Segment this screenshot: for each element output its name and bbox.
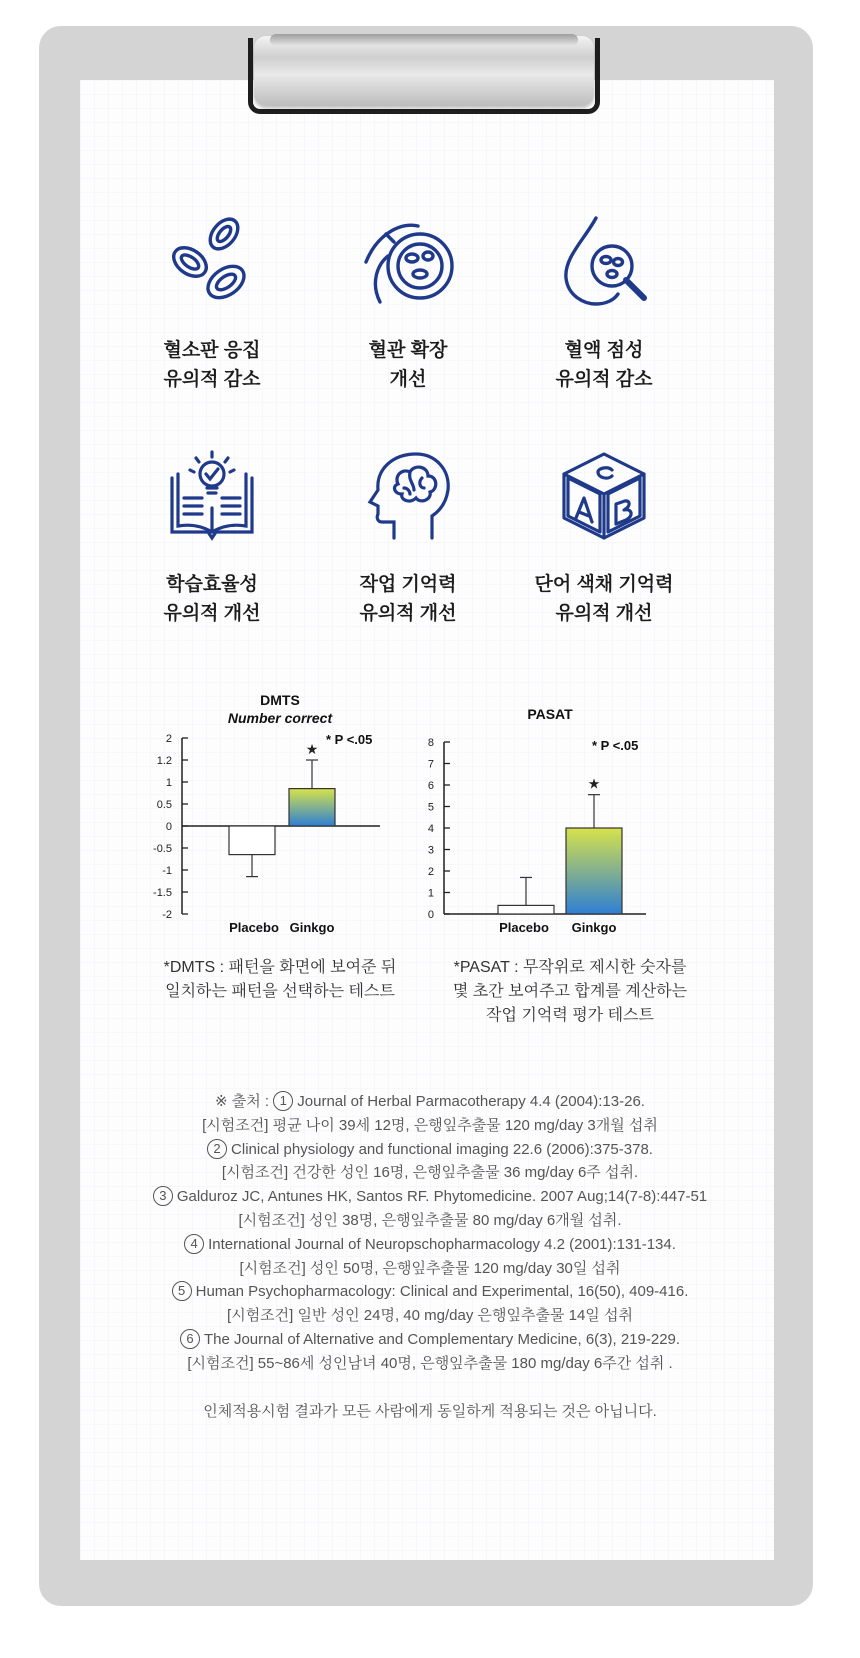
dmts-chart-subtitle: Number correct	[227, 710, 333, 726]
benefit-label-line2: 유의적 감소	[555, 369, 653, 390]
source-text: International Journal of Neuropschopharmacology 4.2 (2001):131-134.	[208, 1235, 676, 1253]
blood-drop-magnifier-icon	[554, 212, 654, 308]
benefit-label-line1: 학습효율성	[166, 574, 258, 595]
source-number: 3	[153, 1186, 173, 1206]
red-blood-cells-icon	[162, 212, 262, 308]
benefit-label-line2: 유의적 개선	[163, 603, 261, 624]
x-category-label: Placebo	[229, 920, 279, 935]
significance-note: * P <.05	[326, 732, 373, 747]
benefit-item	[308, 212, 508, 394]
source-number: 4	[184, 1234, 204, 1254]
y-tick-label: 1	[427, 887, 434, 900]
pasat-bar-chart	[400, 728, 670, 938]
source-condition: [시험조건] 55~86세 성인남녀 40명, 은행잎추출물 180 mg/day 6주간 섭취 .	[187, 1354, 673, 1372]
benefit-label-line1: 혈소판 응집	[163, 340, 261, 361]
x-category-label: Placebo	[499, 920, 549, 935]
y-tick-label: 0	[165, 821, 172, 833]
dmts-chart-title: DMTS	[260, 692, 300, 708]
dmts-bar-chart	[130, 728, 400, 938]
dmts-note-line: *DMTS : 패턴을 화면에 보여준 뒤	[163, 959, 397, 976]
abc-cube-icon	[554, 448, 654, 542]
clip-plate	[254, 36, 594, 106]
pasat-note-line: 몇 초간 보여주고 합계를 계산하는	[452, 983, 688, 1000]
y-tick-label: 2	[427, 866, 434, 878]
y-tick-label: -1.5	[153, 887, 172, 899]
significance-note: * P <.05	[592, 738, 639, 753]
x-category-label: Ginkgo	[289, 920, 335, 935]
y-tick-label: 0	[427, 909, 434, 921]
y-tick-label: -2	[162, 909, 172, 921]
bar-placebo	[498, 905, 554, 914]
y-tick-label: 1.2	[156, 755, 172, 767]
y-tick-label: 2	[165, 733, 172, 745]
y-tick-label: 8	[427, 737, 434, 749]
y-tick-label: 6	[427, 780, 434, 792]
source-number: 2	[207, 1139, 227, 1159]
source-text: Human Psychopharmacology: Clinical and Experimental, 16(50), 409-416.	[195, 1283, 689, 1301]
benefit-label-line2: 개선	[389, 369, 427, 390]
source-line	[110, 1328, 750, 1352]
source-line	[110, 1185, 750, 1209]
source-text: Clinical physiology and functional imaging 22.6 (2006):375-378.	[231, 1140, 653, 1158]
benefit-label-line1: 작업 기억력	[359, 574, 457, 595]
y-tick-label: 4	[427, 823, 434, 835]
source-condition: [시험조건] 성인 38명, 은행잎추출물 80 mg/day 6개월 섭취.	[238, 1211, 622, 1229]
benefit-label-line1: 단어 색채 기억력	[534, 574, 674, 595]
y-tick-label: -0.5	[153, 843, 172, 855]
source-number: 5	[172, 1281, 192, 1301]
dmts-note	[140, 956, 420, 1004]
bar-placebo	[229, 826, 275, 855]
y-tick-label: 5	[427, 801, 434, 814]
y-tick-label: 0.5	[156, 799, 172, 811]
source-text: The Journal of Alternative and Complementary Medicine, 6(3), 219-229.	[203, 1330, 681, 1348]
benefit-label-line2: 유의적 감소	[163, 369, 261, 390]
y-tick-label: -1	[162, 865, 172, 877]
bar-ginkgo	[289, 789, 335, 826]
source-text: Journal of Herbal Parmacotherapy 4.4 (2004):13-26.	[297, 1093, 645, 1110]
dmts-note-line: 일치하는 패턴을 선택하는 테스트	[165, 983, 395, 1000]
benefit-label-line2: 유의적 개선	[359, 603, 457, 624]
x-category-label: Ginkgo	[571, 920, 617, 935]
y-tick-label: 1	[165, 777, 172, 789]
benefit-item	[504, 448, 704, 628]
source-line	[110, 1138, 750, 1162]
clip-highlight	[270, 34, 578, 46]
head-brain-icon	[358, 448, 458, 542]
bar-ginkgo	[566, 828, 622, 914]
y-tick-label: 7	[427, 758, 434, 771]
benefit-label-line2: 유의적 개선	[555, 603, 653, 624]
pasat-note-line: *PASAT : 무작위로 제시한 숫자를	[453, 959, 687, 976]
benefit-item	[112, 448, 312, 628]
significance-star: ★	[305, 742, 319, 758]
source-condition: [시험조건] 건강한 성인 16명, 은행잎추출물 36 mg/day 6주 섭취.	[221, 1164, 639, 1182]
source-condition: [시험조건] 평균 나이 39세 12명, 은행잎추출물 120 mg/day 3개월 섭취	[202, 1116, 658, 1134]
benefit-item	[504, 212, 704, 394]
source-text: Galduroz JC, Antunes HK, Santos RF. Phytomedicine. 2007 Aug;14(7-8):447-51	[176, 1188, 708, 1206]
source-list	[110, 1090, 750, 1376]
y-tick-label: 3	[427, 844, 434, 857]
source-number: 1	[273, 1091, 293, 1111]
source-line	[110, 1090, 750, 1114]
source-condition: [시험조건] 성인 50명, 은행잎추출물 120 mg/day 30일 섭취	[239, 1259, 621, 1277]
benefit-label-line1: 혈관 확장	[368, 340, 448, 361]
source-number: 6	[180, 1329, 200, 1349]
source-prefix: ※ 출처 :	[215, 1093, 270, 1110]
disclaimer-text: 인체적용시험 결과가 모든 사람에게 동일하게 적용되는 것은 아닙니다.	[203, 1403, 657, 1420]
benefit-label-line1: 혈액 점성	[564, 340, 644, 361]
significance-star: ★	[587, 776, 601, 793]
benefit-item	[308, 448, 508, 628]
pasat-note-line: 작업 기억력 평가 테스트	[486, 1007, 654, 1024]
source-line	[110, 1280, 750, 1304]
benefit-item	[112, 212, 312, 394]
pasat-chart-title: PASAT	[527, 706, 573, 722]
pasat-note	[420, 956, 720, 1028]
source-line	[110, 1233, 750, 1257]
source-condition: [시험조건] 일반 성인 24명, 40 mg/day 은행잎추출물 14일 섭취	[227, 1307, 633, 1325]
blood-vessel-icon	[358, 212, 458, 308]
book-lightbulb-icon	[162, 448, 262, 542]
